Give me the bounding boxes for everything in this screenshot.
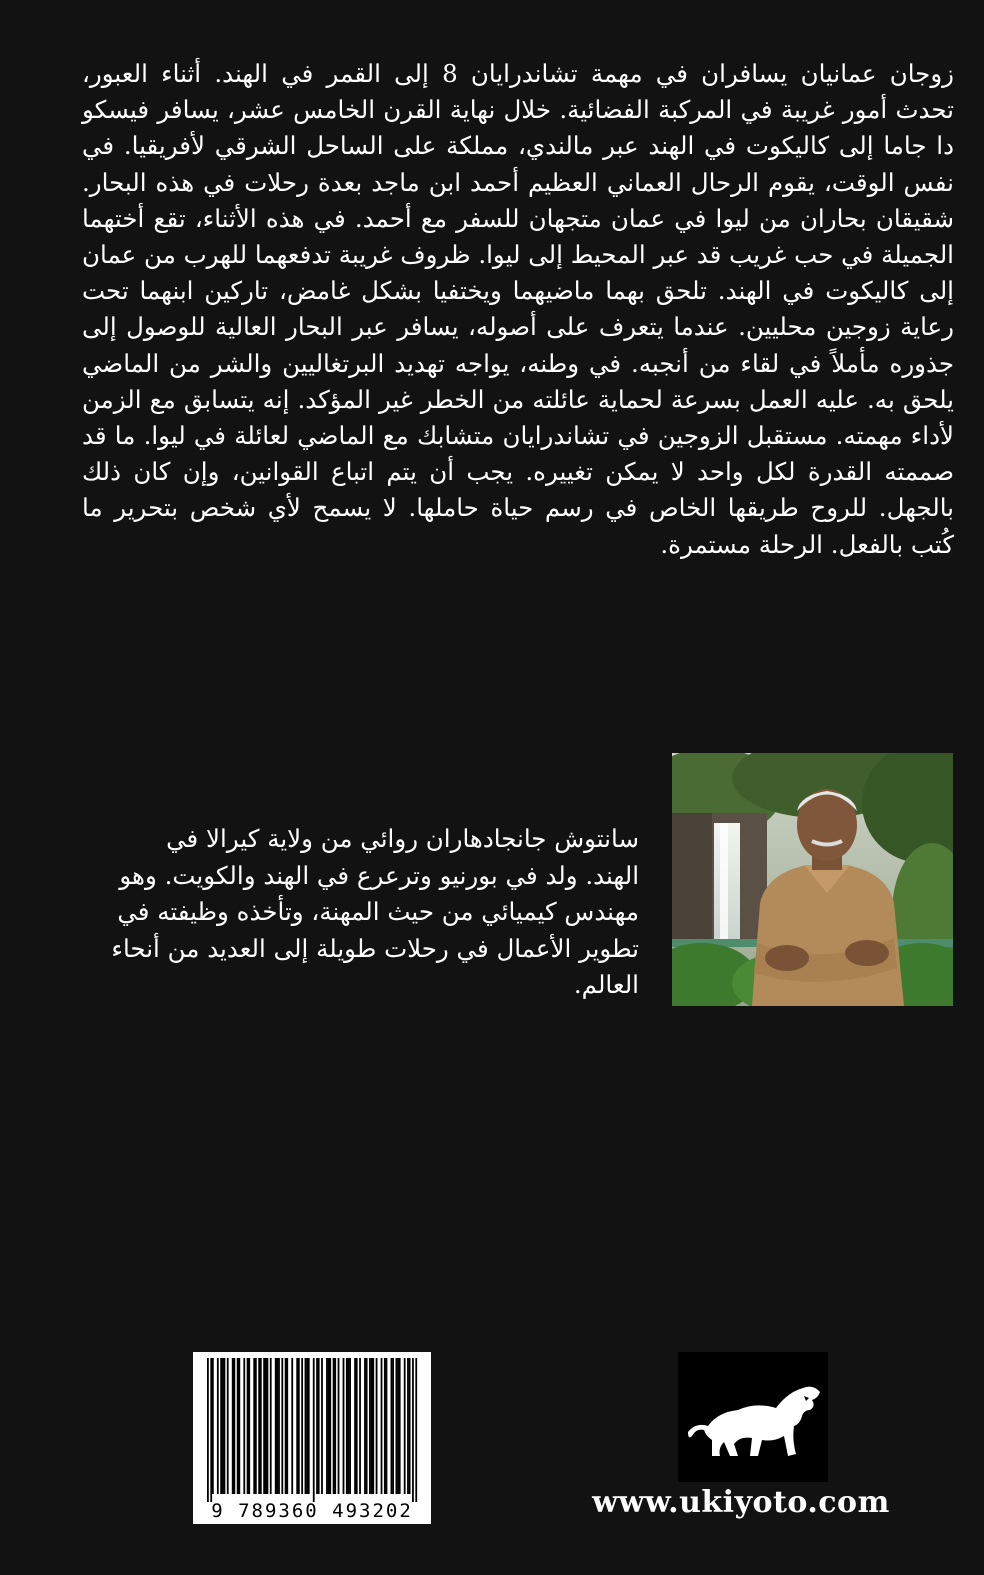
barcode-bar [338,1358,340,1494]
barcode-bar [407,1358,409,1494]
barcode-bar [313,1358,315,1502]
barcode-bar [233,1358,235,1494]
barcode-bar [270,1358,272,1494]
barcode-bar [278,1358,280,1494]
publisher-logo [678,1352,828,1482]
barcode-bar [343,1358,345,1494]
barcode-bar [354,1358,356,1494]
barcode-bar [238,1358,240,1494]
barcode-bar [258,1358,260,1494]
barcode-bar [220,1358,222,1494]
barcode-bar [276,1358,278,1494]
barcode-bar [224,1358,226,1494]
barcode-bar [412,1358,414,1502]
publisher-website[interactable]: www.ukiyoto.com [592,1485,890,1520]
barcode-bar [415,1358,417,1502]
barcode-bar [222,1358,224,1494]
barcode-bar [397,1358,399,1494]
barcode-bar [308,1358,310,1494]
barcode-bar [243,1358,245,1494]
barcode-bar [263,1358,265,1494]
barcode-bar [253,1358,255,1494]
barcode-bar [281,1358,283,1494]
barcode-bar [306,1358,308,1494]
barcode-bar [333,1358,335,1494]
barcode-bar [237,1358,239,1494]
barcode-bar [232,1358,234,1494]
barcode-bar [328,1358,330,1494]
barcode-bar [285,1358,287,1494]
barcode-bar [321,1358,323,1494]
barcode-bar [376,1358,378,1494]
barcode-bar [371,1358,373,1494]
barcode-bar [207,1358,209,1502]
barcode-bars [193,1352,431,1502]
barcode-bar [349,1358,351,1494]
barcode-bar [356,1358,358,1494]
barcode-bar [369,1358,371,1494]
barcode-bar [296,1358,298,1494]
barcode-bar [329,1358,331,1494]
barcode-bar [348,1358,350,1494]
barcode-bar [248,1358,250,1494]
barcode-bar [275,1358,277,1494]
barcode-bar [260,1358,262,1494]
book-blurb: زوجان عمانيان يسافران في مهمة تشاندرايان 8 إلى القمر في الهند. أثناء العبور، تحدث أمور غريبة في المركبة الفضائية. خلال نهاية القرن الخامس عشر، يسافر فيسكو دا جاما إلى كاليكوت في الهند عبر مالندي، مملكة على الساحل الشرقي لأفريقيا. في نفس الوقت، يقوم الرحال العماني العظيم أحمد ابن ماجد بعدة رحلات في هذه البحار. شقيقان بحاران من ليوا في عمان متجهان للسفر مع أحمد. في هذه الأثناء، تقع أختهما الجميلة في حب غريب قد عبر المحيط إلى ليوا. ظروف غريبة تدفعهما للهرب من عمان إلى كاليكوت في الهند. تلحق بهما ماضيهما ويختفيا بشكل غامض، تاركين ابنهما تحت رعاية زوجين محليين. عندما يتعرف على أصوله، يسافر عبر البحار العالية للوصول إلى جذوره مأملاً في لقاء من أنجبه. في وطنه، يواجه تهديد البرتغاليين والشر من الماضي يلحق به. عليه العمل بسرعة لحماية عائلته من الخطر غير المؤكد. إنه يتسابق مع الزمن لأداء مهمته. مستقبل الزوجين في تشاندرايان متشابك مع الماضي لعائلة في ليوا. ما قد صممته القدرة لكل واحد لا يمكن تغييره. يجب أن يتم اتباع القوانين، وإن كان ذلك بالجهل. للروح طريقها الخاص في رسم حياة حاملها. لا يسمح لأي شخص بتحرير ما كُتب بالفعل. الرحلة مستمرة. [82,59,954,559]
isbn-barcode [193,1352,431,1524]
barcode-bar [372,1358,374,1494]
lion-icon [678,1352,828,1482]
barcode-bar [316,1358,318,1494]
barcode-bar [409,1358,411,1494]
barcode-bar [326,1358,328,1494]
barcode-bar [286,1358,288,1494]
barcode-bar [404,1358,406,1494]
barcode-bar [384,1358,386,1494]
barcode-bar [210,1358,212,1502]
author-photo [672,753,953,1006]
barcode-bar [381,1358,383,1494]
barcode-bar [265,1358,267,1494]
barcode-bar [318,1358,320,1494]
barcode-bar [364,1358,366,1494]
barcode-bar [227,1358,229,1494]
barcode-bar [366,1358,368,1494]
barcode-bar [399,1358,401,1494]
barcode-bar [305,1358,307,1494]
barcode-bar [396,1358,398,1494]
barcode-bar [346,1358,348,1494]
barcode-bar [267,1358,269,1494]
barcode-bar [359,1358,361,1494]
barcode-bar [298,1358,300,1494]
barcode-bar [334,1358,336,1494]
barcode-bar [392,1358,394,1494]
isbn-number: 9 789360 493202 [211,1500,413,1522]
barcode-bar [291,1358,293,1494]
barcode-bar [247,1358,249,1494]
barcode-bar [301,1358,303,1494]
barcode-bar [386,1358,388,1494]
barcode-bar [255,1358,257,1494]
author-bio: سانتوش جانجادهاران روائي من ولاية كيرالا في الهند. ولد في بورنيو وترعرع في الهند والكويت. وهو مهندس كيميائي من حيث المهنة، وتأخذه وظيفته في تطوير الأعمال في رحلات طويلة إلى العديد من أنحاء العالم. [111,824,639,999]
barcode-bar [212,1358,214,1494]
barcode-bar [217,1358,219,1494]
barcode-bar [391,1358,393,1494]
